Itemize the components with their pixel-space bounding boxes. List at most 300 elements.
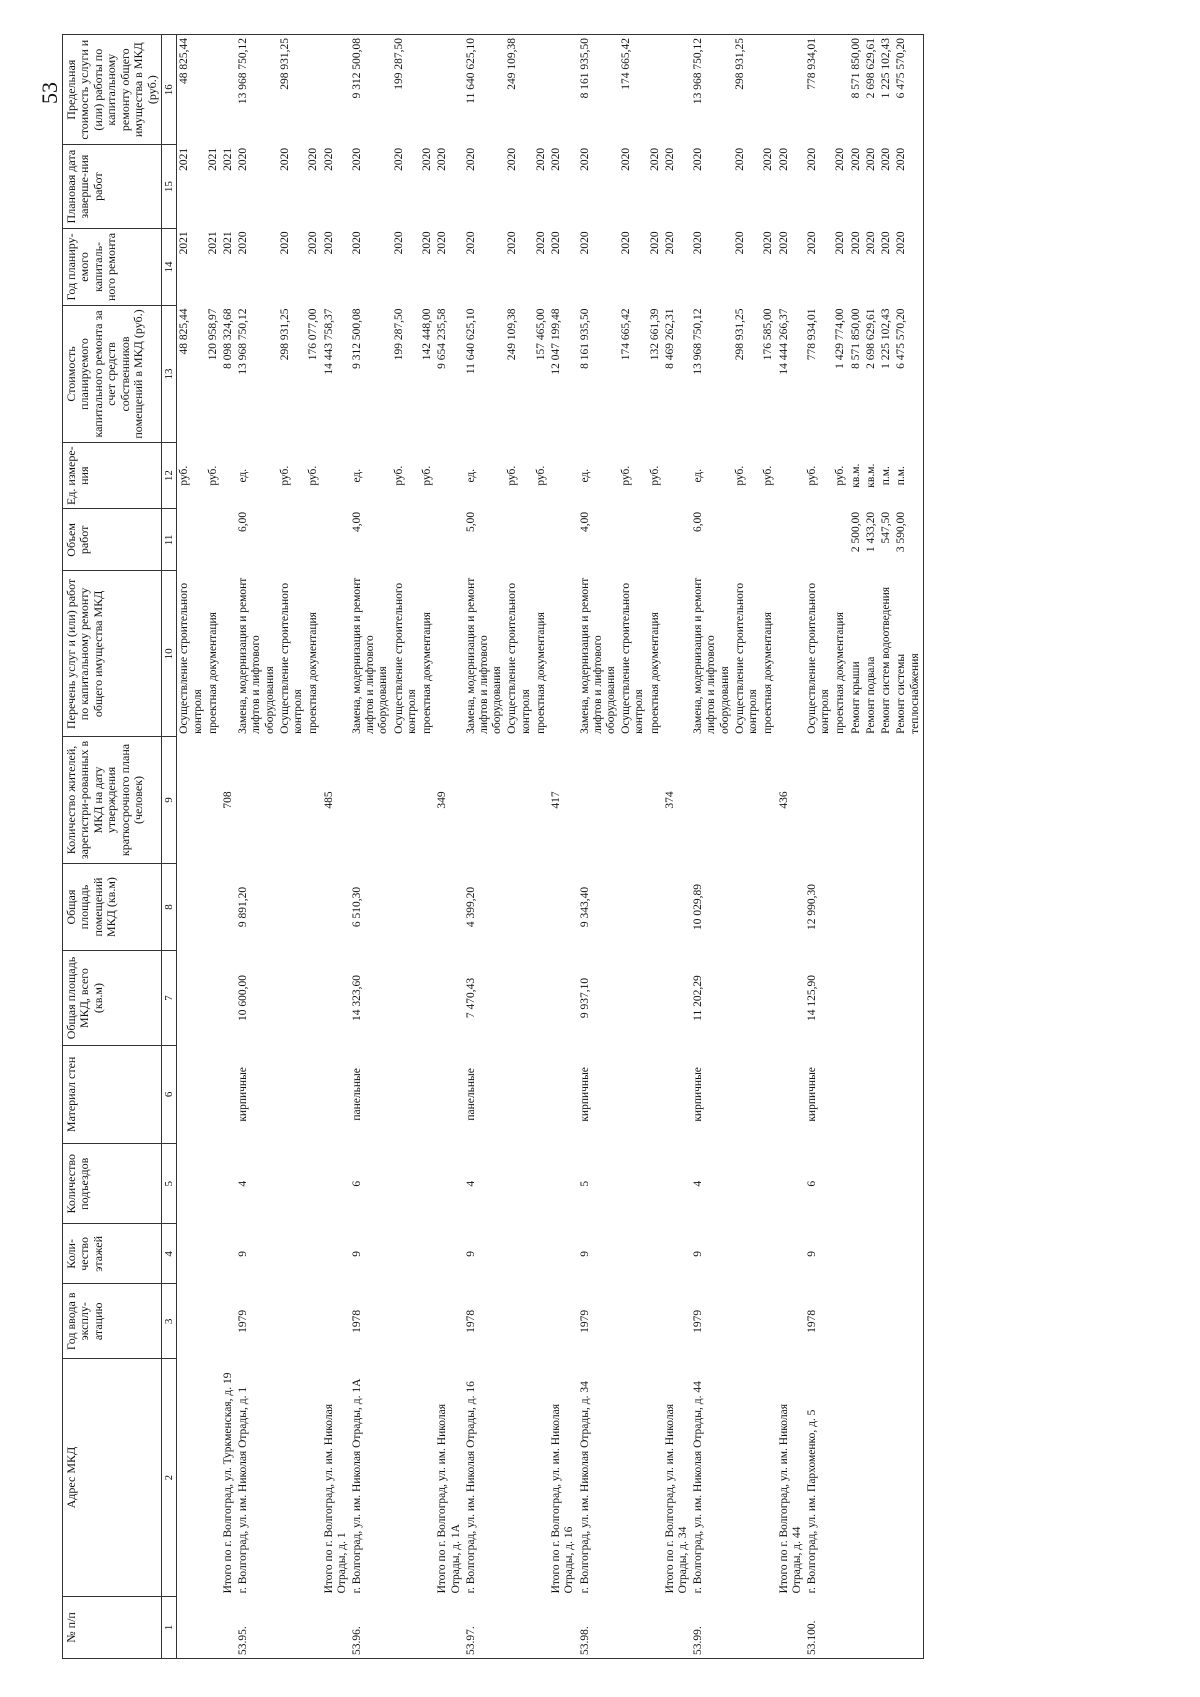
cell-entrances: 4 xyxy=(464,1180,477,1187)
cell-rooms-area xyxy=(761,863,776,951)
cell-end-date: 2020 xyxy=(692,147,705,171)
cell-walls xyxy=(505,1045,533,1143)
cell-walls xyxy=(777,1045,805,1143)
cell-unit: руб. xyxy=(421,465,434,486)
header-repair-year: Год планиру-емого капиталь-ного ремонта xyxy=(63,228,162,305)
cell-entrances xyxy=(221,1144,236,1224)
column-number: 16 xyxy=(162,35,177,145)
table-row xyxy=(864,35,879,1659)
cell-address xyxy=(392,1359,420,1597)
cell-rooms-area xyxy=(833,863,848,951)
cell-residents xyxy=(894,737,923,863)
cell-num xyxy=(505,1596,533,1658)
cell-unit: ед. xyxy=(578,468,591,483)
cell-floors xyxy=(420,1224,435,1284)
cell-residents xyxy=(864,737,879,863)
cell-repair-year: 2020 xyxy=(351,231,363,255)
cell-total-area: 14 323,60 xyxy=(351,975,363,1022)
cell-walls xyxy=(864,1045,879,1143)
cell-cost: 13 968 750,12 xyxy=(692,308,705,375)
cell-year xyxy=(864,1284,879,1359)
cell-cost: 9 654 235,58 xyxy=(436,308,449,369)
table-row xyxy=(833,35,848,1659)
cell-end-date: 2021 xyxy=(222,147,235,171)
cell-residents xyxy=(691,737,733,863)
cell-year xyxy=(306,1284,321,1359)
cell-year xyxy=(206,1284,221,1359)
column-number: 12 xyxy=(162,442,177,508)
cell-repair-year: 2020 xyxy=(733,231,746,255)
cell-walls xyxy=(322,1045,350,1143)
cell-cost: 48 825,44 xyxy=(178,308,191,355)
cell-cost: 9 312 500,08 xyxy=(351,308,363,369)
cell-walls xyxy=(849,1045,864,1143)
header-total-area: Общая площадь МКД, всего (кв.м) xyxy=(63,951,162,1045)
cell-unit: руб. xyxy=(534,465,547,486)
cell-entrances xyxy=(505,1144,533,1224)
header-works: Перечень услуг и (или) работ по капитальному ремонту общего имущества МКД xyxy=(63,571,162,737)
cell-walls xyxy=(420,1045,435,1143)
cell-entrances xyxy=(849,1144,864,1224)
column-number: 2 xyxy=(162,1359,177,1597)
cell-volume xyxy=(833,509,848,571)
cell-year: 1978 xyxy=(464,1309,477,1333)
cell-entrances xyxy=(435,1144,463,1224)
cell-max-cost xyxy=(663,35,691,145)
header-num: № п/п xyxy=(63,1596,162,1658)
table-row xyxy=(177,35,206,1659)
cell-max-cost xyxy=(549,35,577,145)
cell-floors xyxy=(505,1224,533,1284)
cell-volume xyxy=(420,509,435,571)
cell-floors: 9 xyxy=(578,1251,591,1257)
cell-works xyxy=(777,571,805,737)
cell-max-cost: 8 161 935,50 xyxy=(578,35,620,145)
cell-entrances: 6 xyxy=(806,1180,818,1187)
cell-volume xyxy=(177,509,206,571)
table-row xyxy=(894,35,923,1659)
cell-cost: 176 585,00 xyxy=(762,308,775,361)
cell-walls xyxy=(619,1045,647,1143)
cell-volume xyxy=(733,509,761,571)
cell-walls xyxy=(206,1045,221,1143)
cell-repair-year: 2020 xyxy=(806,231,818,255)
cell-end-date: 2020 xyxy=(278,147,291,171)
cell-address: г. Волгоград, ул. им. Николая Отрады, д. 34 xyxy=(578,1381,591,1594)
cell-floors xyxy=(663,1224,691,1284)
cell-max-cost: 13 968 750,12 xyxy=(236,35,278,145)
cell-end-date: 2020 xyxy=(307,147,320,171)
cell-max-cost xyxy=(206,35,221,145)
cell-address xyxy=(420,1359,435,1597)
cell-residents xyxy=(879,737,894,863)
cell-residents xyxy=(733,737,761,863)
cell-total-area xyxy=(777,951,805,1045)
cell-num xyxy=(648,1596,663,1658)
column-number: 7 xyxy=(162,951,177,1045)
cell-end-date: 2020 xyxy=(834,147,847,171)
cell-cost: 8 161 935,50 xyxy=(578,308,591,369)
cell-address: г. Волгоград, ул. им. Николая Отрады, д. 44 xyxy=(692,1381,705,1594)
cell-num xyxy=(777,1596,805,1658)
cell-address: г. Волгоград, ул. им. Николая Отрады, д. 1 xyxy=(237,1386,250,1594)
cell-num: 53.97. xyxy=(464,1596,506,1658)
cell-num xyxy=(879,1596,894,1658)
cell-volume xyxy=(278,509,306,571)
cell-cost: 298 931,25 xyxy=(733,308,746,361)
cell-residents xyxy=(833,737,848,863)
cell-unit: п.м. xyxy=(880,466,893,486)
cell-address xyxy=(206,1359,221,1597)
cell-entrances xyxy=(663,1144,691,1224)
cell-max-cost xyxy=(420,35,435,145)
cell-unit: руб. xyxy=(392,465,405,486)
cell-volume xyxy=(777,509,805,571)
cell-cost: 298 931,25 xyxy=(278,308,291,361)
header-cost: Стоимость планируемого капитального ремонта за счет средств собственников помещений в МКД (руб.) xyxy=(63,305,162,442)
cell-floors: 9 xyxy=(237,1251,250,1257)
cell-works: Осуществление строительного контроля xyxy=(806,582,832,734)
cell-works: Ремонт системы теплоснабжения xyxy=(894,571,923,737)
cell-entrances xyxy=(278,1144,306,1224)
cell-floors: 9 xyxy=(806,1251,818,1257)
cell-year xyxy=(833,1284,848,1359)
cell-total-area xyxy=(648,951,663,1045)
table-row xyxy=(805,35,833,1659)
cell-num: 53.98. xyxy=(578,1596,620,1658)
cell-works: проектная документация xyxy=(648,612,661,734)
cell-repair-year: 2020 xyxy=(864,231,877,255)
cell-residents: 436 xyxy=(777,791,790,809)
cell-total-area xyxy=(534,951,549,1045)
table-row xyxy=(221,35,236,1659)
cell-year xyxy=(278,1284,306,1359)
cell-total-area: 7 470,43 xyxy=(464,977,477,1019)
cell-end-date: 2020 xyxy=(351,147,363,171)
cell-num xyxy=(435,1596,463,1658)
cell-rooms-area: 4 399,20 xyxy=(464,886,477,928)
cell-end-date: 2020 xyxy=(663,147,676,171)
table-row xyxy=(777,35,805,1659)
cell-works: Осуществление строительного контроля xyxy=(620,582,646,734)
cell-num xyxy=(177,1596,206,1658)
cell-address xyxy=(849,1359,864,1597)
cell-num xyxy=(322,1596,350,1658)
cell-works: проектная документация xyxy=(762,612,775,734)
cell-num xyxy=(619,1596,647,1658)
cell-walls xyxy=(648,1045,663,1143)
cell-entrances xyxy=(322,1144,350,1224)
column-number: 9 xyxy=(162,737,177,863)
column-number: 14 xyxy=(162,228,177,305)
cell-total-area: 14 125,90 xyxy=(806,975,818,1022)
table-row xyxy=(420,35,435,1659)
cell-entrances: 4 xyxy=(237,1180,250,1187)
cell-entrances xyxy=(894,1144,923,1224)
cell-total-area xyxy=(177,951,206,1045)
cell-year: 1979 xyxy=(578,1309,591,1333)
cell-rooms-area xyxy=(864,863,879,951)
cell-total-area xyxy=(833,951,848,1045)
cell-walls xyxy=(177,1045,206,1143)
cell-unit xyxy=(663,442,691,508)
cell-address xyxy=(761,1359,776,1597)
cell-cost: 8 469 262,31 xyxy=(663,308,676,369)
cell-volume xyxy=(805,509,833,571)
cell-cost: 1 429 774,00 xyxy=(834,308,847,369)
cell-max-cost: 48 825,44 xyxy=(177,35,206,145)
cell-floors xyxy=(206,1224,221,1284)
cell-walls xyxy=(879,1045,894,1143)
cell-entrances xyxy=(733,1144,761,1224)
cell-unit: руб. xyxy=(620,465,633,486)
table-row xyxy=(849,35,864,1659)
cell-end-date: 2020 xyxy=(648,147,661,171)
cell-works: проектная документация xyxy=(307,612,320,734)
cell-works: Осуществление строительного контроля xyxy=(178,582,204,734)
cell-residents xyxy=(648,737,663,863)
cell-max-cost: 2 698 629,61 xyxy=(864,35,879,145)
cell-rooms-area xyxy=(733,863,761,951)
table-row xyxy=(534,35,549,1659)
cell-year: 1979 xyxy=(692,1309,705,1333)
cell-repair-year: 2020 xyxy=(648,231,661,255)
cell-rooms-area: 9 891,20 xyxy=(237,886,250,928)
cell-num xyxy=(306,1596,321,1658)
cell-cost: 249 109,38 xyxy=(506,308,519,361)
cell-address xyxy=(306,1359,321,1597)
cell-unit: п.м. xyxy=(894,442,923,508)
cell-entrances xyxy=(177,1144,206,1224)
cell-works: Замена, модернизация и ремонт лифтов и лифтового оборудования xyxy=(464,577,504,734)
cell-year xyxy=(534,1284,549,1359)
cell-end-date: 2020 xyxy=(550,147,563,171)
cell-works: проектная документация xyxy=(534,612,547,734)
cell-end-date: 2020 xyxy=(436,147,449,171)
cell-entrances xyxy=(619,1144,647,1224)
cell-residents xyxy=(306,737,321,863)
cell-works: Замена, модернизация и ремонт лифтов и лифтового оборудования xyxy=(237,577,276,734)
column-number: 3 xyxy=(162,1284,177,1359)
cell-walls: кирпичные xyxy=(806,1067,818,1122)
column-number: 8 xyxy=(162,863,177,951)
cell-address: Итого по г. Волгоград, ул. им. Николая Отрады, д. 16 xyxy=(550,1404,576,1594)
cell-works: Замена, модернизация и ремонт лифтов и лифтового оборудования xyxy=(692,577,731,734)
cell-repair-year: 2020 xyxy=(464,231,477,255)
cell-total-area xyxy=(420,951,435,1045)
cell-end-date: 2020 xyxy=(237,147,250,171)
cell-repair-year: 2020 xyxy=(322,231,335,255)
cell-cost: 8 098 324,68 xyxy=(222,308,235,369)
cell-cost: 142 448,00 xyxy=(421,308,434,361)
cell-unit: руб. xyxy=(506,465,519,486)
cell-residents xyxy=(350,737,392,863)
cell-walls: панельные xyxy=(351,1068,363,1121)
cell-total-area xyxy=(322,951,350,1045)
table-row xyxy=(619,35,647,1659)
cell-unit: руб. xyxy=(648,465,661,486)
cell-unit: ед. xyxy=(464,468,477,483)
cell-floors xyxy=(534,1224,549,1284)
cell-cost: 174 665,42 xyxy=(620,308,633,361)
cell-residents: 708 xyxy=(222,791,235,809)
table-row xyxy=(350,35,392,1659)
cell-end-date: 2020 xyxy=(506,147,519,171)
cell-cost: 8 571 850,00 xyxy=(849,308,862,369)
cell-rooms-area xyxy=(505,863,533,951)
cell-residents xyxy=(177,737,206,863)
cell-end-date: 2020 xyxy=(464,147,477,171)
cell-unit xyxy=(221,442,236,508)
table-row xyxy=(549,35,577,1659)
cell-address xyxy=(505,1359,533,1597)
cell-end-date: 2020 xyxy=(733,147,746,171)
cell-end-date: 2021 xyxy=(178,147,191,171)
cell-year xyxy=(761,1284,776,1359)
cell-entrances xyxy=(306,1144,321,1224)
cell-rooms-area xyxy=(879,863,894,951)
cell-total-area xyxy=(864,951,879,1045)
cell-walls xyxy=(392,1045,420,1143)
cell-walls xyxy=(663,1045,691,1143)
cell-max-cost xyxy=(761,35,776,145)
cell-num xyxy=(833,1596,848,1658)
cell-cost: 176 077,00 xyxy=(307,308,320,361)
cell-num xyxy=(206,1596,221,1658)
header-walls: Материал стен xyxy=(63,1045,162,1143)
cell-works: Осуществление строительного контроля xyxy=(392,582,418,734)
cell-num: 53.96. xyxy=(350,1596,392,1658)
cell-year xyxy=(849,1284,864,1359)
cell-repair-year: 2020 xyxy=(278,231,291,255)
cell-walls xyxy=(894,1045,923,1143)
cell-end-date: 2020 xyxy=(762,147,775,171)
cell-max-cost: 298 931,25 xyxy=(278,35,306,145)
cell-floors xyxy=(879,1224,894,1284)
cell-repair-year: 2020 xyxy=(421,231,434,255)
cell-end-date: 2020 xyxy=(880,147,893,171)
cell-max-cost xyxy=(648,35,663,145)
cell-repair-year: 2020 xyxy=(894,228,923,305)
cell-residents xyxy=(619,737,647,863)
cell-unit: кв.м. xyxy=(864,463,877,488)
cell-rooms-area xyxy=(849,863,864,951)
cell-rooms-area: 6 510,30 xyxy=(351,886,363,928)
cell-repair-year: 2020 xyxy=(550,231,563,255)
cell-volume: 547,50 xyxy=(880,511,893,544)
cell-end-date: 2020 xyxy=(392,147,405,171)
cell-repair-year: 2020 xyxy=(534,231,547,255)
cell-cost: 6 475 570,20 xyxy=(894,305,923,442)
cell-end-date: 2021 xyxy=(206,147,219,171)
cell-address xyxy=(833,1359,848,1597)
cell-residents xyxy=(392,737,420,863)
cell-unit: руб. xyxy=(806,465,818,486)
cell-works xyxy=(221,571,236,737)
rotated-page xyxy=(62,34,1182,1659)
column-number: 1 xyxy=(162,1596,177,1658)
cell-volume xyxy=(619,509,647,571)
cell-max-cost: 199 287,50 xyxy=(392,35,420,145)
cell-walls xyxy=(761,1045,776,1143)
column-number: 4 xyxy=(162,1224,177,1284)
table-row xyxy=(663,35,691,1659)
cell-walls xyxy=(534,1045,549,1143)
cell-unit: руб. xyxy=(733,465,746,486)
cell-end-date: 2020 xyxy=(849,147,862,171)
header-end-date: Плановая дата заверше-ния работ xyxy=(63,145,162,229)
cell-total-area xyxy=(306,951,321,1045)
cell-rooms-area xyxy=(648,863,663,951)
cell-floors xyxy=(435,1224,463,1284)
cell-volume xyxy=(221,509,236,571)
cell-entrances xyxy=(206,1144,221,1224)
cell-residents xyxy=(236,737,278,863)
cell-year xyxy=(505,1284,533,1359)
header-rooms-area: Общая площадь помещений МКД (кв.м) xyxy=(63,863,162,951)
cell-total-area xyxy=(879,951,894,1045)
cell-residents: 349 xyxy=(436,791,449,809)
cell-floors xyxy=(306,1224,321,1284)
cell-rooms-area: 10 029,89 xyxy=(692,884,705,931)
cell-address: Итого по г. Волгоград, ул. Туркменская, д. 19 xyxy=(222,1372,235,1594)
cell-cost: 778 934,01 xyxy=(806,308,818,361)
cell-address: г. Волгоград, ул. им. Николая Отрады, д. 1А xyxy=(351,1378,363,1594)
cell-repair-year: 2020 xyxy=(663,231,676,255)
cell-floors xyxy=(392,1224,420,1284)
cell-cost: 2 698 629,61 xyxy=(864,308,877,369)
cell-works: Ремонт систем водоотведения xyxy=(880,586,893,734)
cell-volume: 3 590,00 xyxy=(894,509,923,571)
cell-residents: 374 xyxy=(663,791,676,809)
cell-address: г. Волгоград, ул. им. Пархоменко, д. 5 xyxy=(806,1409,818,1594)
cell-walls xyxy=(733,1045,761,1143)
cell-repair-year: 2020 xyxy=(307,231,320,255)
cell-works: Ремонт подвала xyxy=(864,656,877,734)
cell-rooms-area xyxy=(894,863,923,951)
cell-rooms-area xyxy=(177,863,206,951)
cell-end-date: 2020 xyxy=(777,147,790,171)
cell-entrances xyxy=(420,1144,435,1224)
cell-max-cost: 13 968 750,12 xyxy=(691,35,733,145)
cell-entrances: 5 xyxy=(578,1180,591,1187)
cell-total-area xyxy=(733,951,761,1045)
cell-total-area xyxy=(435,951,463,1045)
cell-rooms-area: 12 990,30 xyxy=(806,884,818,931)
cell-year xyxy=(879,1284,894,1359)
cell-entrances xyxy=(648,1144,663,1224)
table-row xyxy=(392,35,420,1659)
cell-address: г. Волгоград, ул. им. Николая Отрады, д. 16 xyxy=(464,1381,477,1594)
header-floors: Коли-чество этажей xyxy=(63,1224,162,1284)
cell-total-area xyxy=(849,951,864,1045)
cell-repair-year: 2021 xyxy=(178,231,191,255)
cell-repair-year: 2020 xyxy=(762,231,775,255)
cell-address: Итого по г. Волгоград, ул. им. Николая Отрады, д. 1 xyxy=(322,1404,348,1594)
cell-floors xyxy=(761,1224,776,1284)
cell-entrances xyxy=(534,1144,549,1224)
cell-address xyxy=(534,1359,549,1597)
repair-plan-table xyxy=(62,34,924,1659)
cell-address: Итого по г. Волгоград, ул. им. Николая Отрады, д. 34 xyxy=(663,1404,690,1594)
cell-num xyxy=(761,1596,776,1658)
cell-residents xyxy=(849,737,864,863)
cell-floors xyxy=(864,1224,879,1284)
cell-end-date: 2020 xyxy=(864,147,877,171)
cell-cost: 14 443 758,37 xyxy=(322,308,335,375)
cell-floors xyxy=(322,1224,350,1284)
cell-volume xyxy=(648,509,663,571)
